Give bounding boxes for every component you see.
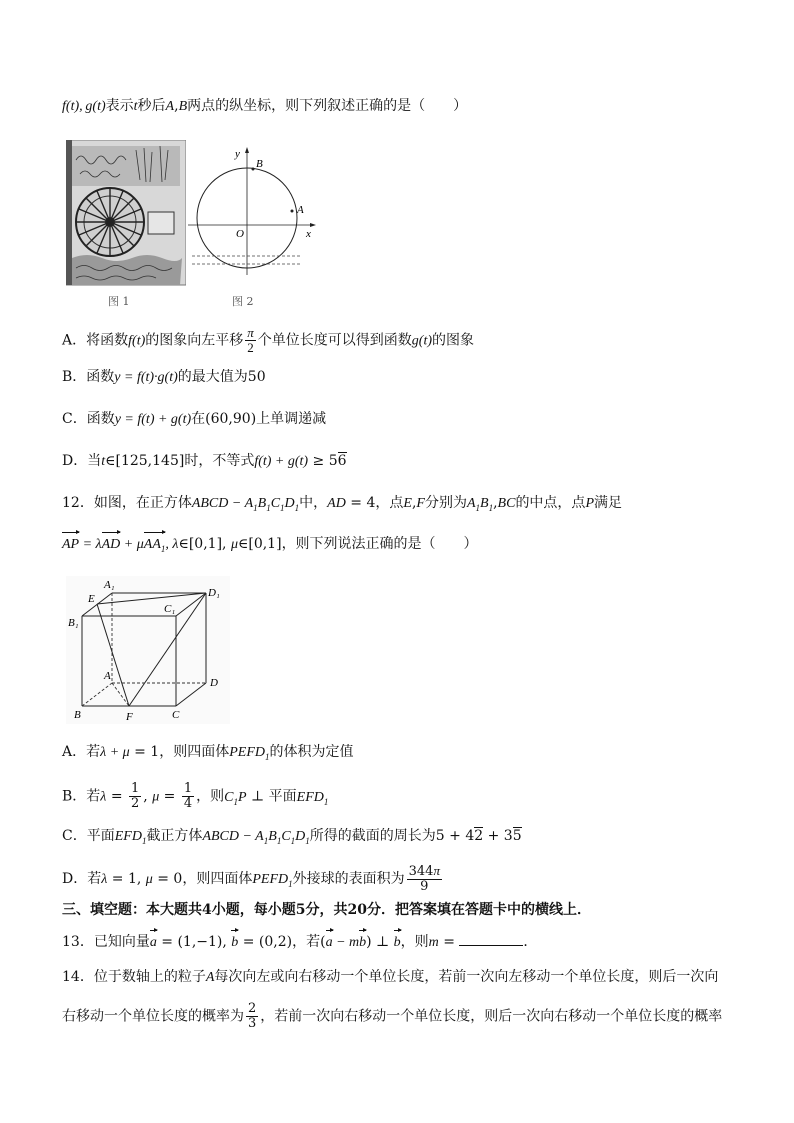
cube-label-C1: C₁ xyxy=(164,603,176,615)
cube-label-B: B xyxy=(74,709,81,721)
fig2-label-B: B xyxy=(256,158,263,170)
q12-option-d: D．若λ = 1, μ = 0，则四面体$PEFD_1$外接球的表面积为 $\frac{344\pi}{9}$ xyxy=(62,863,440,894)
intro-math: f(t), g(t) xyxy=(62,99,106,114)
section-3-heading: 三、填空题：本大题共4小题，每小题5分，共20分．把答案填在答题卡中的横线上． xyxy=(62,902,591,918)
q13-line: 13．已知向量a = (1,−1), b = (0,2)，若(a − mb) ⊥ b，则m = ． xyxy=(62,932,754,953)
cube-label-D: D xyxy=(210,677,218,689)
cube-label-C: C xyxy=(172,709,180,721)
figure-2-caption: 图 2 xyxy=(232,295,254,308)
q11-option-a: A．将函数f(t)的图象向左平移 $\frac{\pi}{2}$ 个单位长度可以得到函数g(t)的图象 xyxy=(62,325,474,355)
intro-line xyxy=(62,96,754,117)
q12-stem-line-2: AP = λAD + μAA$_1$, λ∈[0,1], μ∈[0,1]，则下列说法正确的是（ ） xyxy=(62,534,754,559)
figure-1-caption: 图 1 xyxy=(108,295,130,308)
figure-2-circle xyxy=(188,143,323,278)
q14-line-1: 14．位于数轴上的粒子A每次向左或向右移动一个单位长度，若前一次向左移动一个单位长度，则后一次向 xyxy=(62,969,719,985)
cube-label-A1: A₁ xyxy=(104,579,115,591)
q12-option-c: C．平面$EFD_1$截正方体ABCD − $A_1B_1C_1D_1$所得的截面的周长为5 + 42 + 35 xyxy=(62,828,522,846)
q12-option-a: A．若λ + μ = 1，则四面体$PEFD_1$的体积为定值 xyxy=(62,744,354,762)
figure-1-waterwheel xyxy=(66,140,186,290)
fig2-label-O: O xyxy=(236,228,244,240)
cube-label-F: F xyxy=(126,711,133,723)
cube-label-A: A xyxy=(104,670,111,682)
fig2-label-x: x xyxy=(306,228,311,240)
cube-label-B1: B₁ xyxy=(68,617,79,629)
fig2-label-y: y xyxy=(235,148,240,160)
fig2-label-A: A xyxy=(297,204,304,216)
q11-option-b: B．函数y = f(t)·g(t)的最大值为50 xyxy=(62,369,266,385)
q13-answer-blank[interactable] xyxy=(459,933,523,946)
cube-label-D1: D₁ xyxy=(208,587,220,599)
cube-figure xyxy=(66,576,230,724)
q11-option-d: D．当t∈[125,145]时，不等式f(t) + g(t) ≥ 56 xyxy=(62,453,347,469)
q12-option-b: B．若λ = $\frac{1}{2}$ , μ = $\frac{1}{4}$ ，则$C_1P$ ⊥ 平面$EFD_1$ xyxy=(62,781,329,811)
q14-line-2: 右移动一个单位长度的概率为 $\frac{2}{3}$ ，若前一次向右移动一个单位长度，则后一次向右移动一个单位长度的概率 xyxy=(62,1001,723,1031)
cube-label-E: E xyxy=(88,593,95,605)
intro-text: 表示t秒后A,B两点的纵坐标，则下列叙述正确的是（ ） xyxy=(105,98,468,114)
q11-option-c: C．函数y = f(t) + g(t)在(60,90)上单调递减 xyxy=(62,411,327,427)
q12-stem-line-1: 12．如图，在正方体ABCD − $A_1B_1C_1D_1$中，AD = 4，点E,F分别为$A_1B_1,BC$的中点，点P满足 xyxy=(62,495,622,513)
